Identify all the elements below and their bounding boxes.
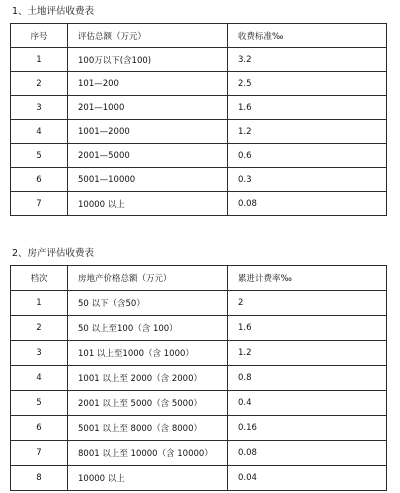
table-row	[11, 291, 387, 316]
header-row	[11, 266, 387, 291]
amount-range: 5001 以上至 8000（含 8000）	[68, 416, 228, 441]
row-number: 5	[11, 144, 68, 168]
table-row	[11, 120, 387, 144]
table-row	[11, 168, 387, 192]
column-header: 档次	[11, 266, 68, 291]
row-number: 4	[11, 366, 68, 391]
amount-range: 8001 以上至 10000（含 10000）	[68, 441, 228, 466]
amount-range: 201—1000	[68, 96, 228, 120]
land-appraisal-fee-table	[10, 23, 387, 216]
row-number: 7	[11, 441, 68, 466]
column-header: 收费标准‰	[228, 24, 387, 48]
fee-rate: 0.4	[228, 391, 387, 416]
row-number: 5	[11, 391, 68, 416]
land-fee-table-title: 1、土地评估收费表	[12, 6, 95, 17]
table-row	[11, 441, 387, 466]
row-number: 1	[11, 291, 68, 316]
table-row	[11, 341, 387, 366]
amount-range: 2001 以上至 5000（含 5000）	[68, 391, 228, 416]
amount-range: 101 以上至1000（含 1000）	[68, 341, 228, 366]
row-number: 6	[11, 416, 68, 441]
property-appraisal-fee-table	[10, 265, 387, 491]
fee-rate: 2.5	[228, 72, 387, 96]
fee-rate: 0.08	[228, 192, 387, 216]
fee-rate: 0.8	[228, 366, 387, 391]
row-number: 3	[11, 341, 68, 366]
header-row	[11, 24, 387, 48]
row-number: 3	[11, 96, 68, 120]
amount-range: 10000 以上	[68, 192, 228, 216]
table-row	[11, 192, 387, 216]
fee-rate: 0.08	[228, 441, 387, 466]
amount-range: 1001—2000	[68, 120, 228, 144]
row-number: 6	[11, 168, 68, 192]
fee-rate: 1.6	[228, 96, 387, 120]
table-row	[11, 48, 387, 72]
amount-range: 1001 以上至 2000（含 2000）	[68, 366, 228, 391]
row-number: 4	[11, 120, 68, 144]
fee-rate: 2	[228, 291, 387, 316]
amount-range: 2001—5000	[68, 144, 228, 168]
fee-rate: 1.6	[228, 316, 387, 341]
amount-range: 50 以上至100（含 100）	[68, 316, 228, 341]
row-number: 2	[11, 72, 68, 96]
fee-rate: 3.2	[228, 48, 387, 72]
property-fee-table-title: 2、房产评估收费表	[12, 248, 95, 259]
fee-rate: 0.04	[228, 466, 387, 491]
table-row	[11, 96, 387, 120]
table-row	[11, 72, 387, 96]
row-number: 8	[11, 466, 68, 491]
column-header: 评估总额（万元）	[68, 24, 228, 48]
row-number: 2	[11, 316, 68, 341]
table-row	[11, 366, 387, 391]
fee-rate: 1.2	[228, 341, 387, 366]
table-row	[11, 391, 387, 416]
amount-range: 50 以下（含50）	[68, 291, 228, 316]
fee-rate: 1.2	[228, 120, 387, 144]
amount-range: 5001—10000	[68, 168, 228, 192]
column-header: 序号	[11, 24, 68, 48]
fee-rate: 0.6	[228, 144, 387, 168]
column-header: 累进计费率‰	[228, 266, 387, 291]
amount-range: 10000 以上	[68, 466, 228, 491]
amount-range: 100万以下(含100)	[68, 48, 228, 72]
table-row	[11, 466, 387, 491]
table-row	[11, 144, 387, 168]
row-number: 1	[11, 48, 68, 72]
fee-rate: 0.16	[228, 416, 387, 441]
fee-rate: 0.3	[228, 168, 387, 192]
amount-range: 101—200	[68, 72, 228, 96]
table-row	[11, 416, 387, 441]
row-number: 7	[11, 192, 68, 216]
table-row	[11, 316, 387, 341]
column-header: 房地产价格总额（万元）	[68, 266, 228, 291]
